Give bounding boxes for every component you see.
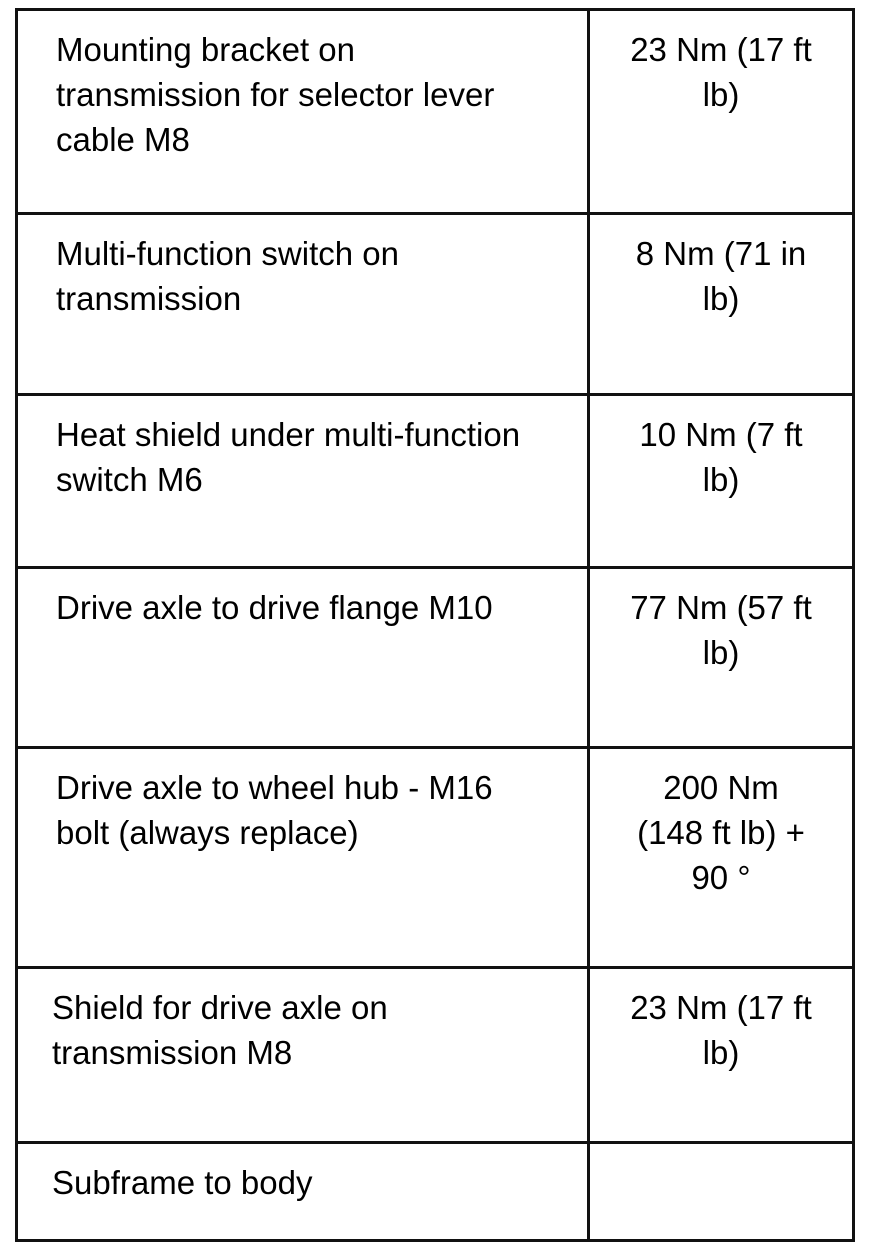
component-description-cell: Mounting bracket on transmission for selector lever cable M8	[18, 11, 590, 212]
table-row	[18, 749, 852, 969]
component-description-cell: Drive axle to drive flange M10	[18, 569, 590, 746]
torque-value-cell: 10 Nm (7 ft lb)	[639, 416, 803, 498]
component-description-cell: Shield for drive axle on transmission M8	[18, 969, 590, 1141]
component-description-cell: Multi-function switch on transmission	[18, 215, 590, 393]
torque-value-cell: 200 Nm (148 ft lb) + 90 °	[637, 769, 805, 896]
component-description-cell: Drive axle to wheel hub - M16 bolt (always replace)	[18, 749, 590, 966]
table-row	[18, 11, 852, 215]
component-description-cell: Subframe to body	[18, 1144, 590, 1242]
torque-value-cell: 23 Nm (17 ft lb)	[630, 31, 812, 113]
table-row	[18, 1144, 852, 1242]
torque-value-cell	[590, 1144, 852, 1242]
torque-value-cell: 8 Nm (71 in lb)	[635, 235, 807, 317]
table-row	[18, 969, 852, 1144]
component-description-cell: Heat shield under multi-function switch M6	[18, 396, 590, 566]
torque-spec-table	[15, 8, 855, 1242]
torque-value-cell: 77 Nm (57 ft lb)	[630, 589, 812, 671]
table-row	[18, 215, 852, 396]
table-row	[18, 569, 852, 749]
torque-value-cell: 23 Nm (17 ft lb)	[630, 989, 812, 1071]
table-row	[18, 396, 852, 569]
